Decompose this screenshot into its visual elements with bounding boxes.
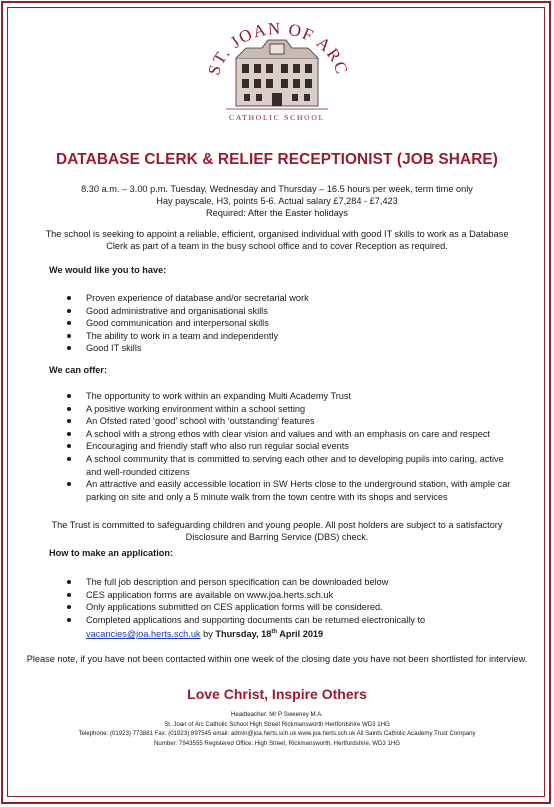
intro-line: Clerk as part of a team in the busy school office and to cover Reception as required.	[106, 241, 448, 252]
svg-text:ST. JOAN OF ARC: ST. JOAN OF ARC	[204, 18, 352, 78]
footer-registration: Number: 7943555 Registered Office: High Street, Rickmansworth, Hertfordshire, WD3 1HG	[153, 739, 401, 747]
application-heading: How to make an application:	[49, 548, 174, 558]
list-item: A school community that is committed to serving each other and to developing pupils into caring, active and well-rounded citizens	[0, 453, 554, 478]
job-title: DATABASE CLERK & RELIEF RECEPTIONIST (JOB SHARE)	[55, 151, 499, 168]
shortlist-note: Please note, if you have not been contacted within one week of the closing date you have not been shortlisted for interview.	[26, 654, 528, 664]
list-item: An attractive and easily accessible location in SW Herts close to the underground station, with ample car parking on site and only a 5 minute walk from the town centre with its shops and services	[0, 478, 554, 503]
list-item: A school with a strong ethos with clear vision and values and with an emphasis on care and respect	[0, 428, 554, 441]
closing-date-day: Thursday, 18	[215, 629, 272, 640]
list-item-text: Completed applications and supporting documents can be returned electronically to	[86, 614, 426, 625]
job-details	[0, 183, 554, 220]
by-text: by	[200, 629, 216, 640]
school-crest-logo	[0, 14, 554, 126]
list-item: Proven experience of database and/or secretarial work	[0, 292, 554, 305]
svg-text:CATHOLIC SCHOOL: CATHOLIC SCHOOL	[229, 113, 325, 122]
footer-headteacher: Headteacher: Mr P Sweeney M.A.	[230, 711, 323, 718]
intro-line: The school is seeking to appoint a reliable, efficient, organised individual with good IT skills to work as a Database	[45, 229, 509, 239]
closing-date-suffix: th	[271, 629, 278, 636]
start-line: Required: After the Easter holidays	[206, 208, 348, 219]
footer	[0, 710, 554, 748]
requirements-list	[0, 292, 554, 355]
list-item: Good administrative and organisational skills	[0, 305, 554, 318]
list-item: Good IT skills	[0, 342, 554, 355]
list-item: An Ofsted rated ‘good’ school with ‘outstanding’ features	[0, 415, 554, 428]
footer-contact: Telephone: (01923) 773881 Fax: (01923) 897545 email: admin@joa.herts.sch.uk www.joa.herts.sch.uk All Saints Catholic Academy Trust Company	[78, 730, 476, 738]
list-item	[0, 614, 554, 641]
salary-line: Hay payscale, H3, points 5-6. Actual salary £7,284 - £7,423	[156, 196, 398, 207]
list-item: A positive working environment within a school setting	[0, 403, 554, 416]
list-item: The ability to work in a team and independently	[0, 330, 554, 343]
footer-address: St. Joan of Arc Catholic School High Street Rickmansworth Hertfordshire WD3 1HG	[164, 720, 390, 728]
application-list	[0, 576, 554, 641]
list-item: The opportunity to work within an expanding Multi Academy Trust	[0, 390, 554, 403]
offers-heading: We can offer:	[49, 365, 108, 375]
closing-date	[215, 629, 323, 639]
closing-date-rest: April 2019	[277, 629, 324, 640]
school-motto: Love Christ, Inspire Others	[187, 686, 367, 702]
list-item: Only applications submitted on CES application forms will be considered.	[0, 601, 554, 614]
hours-line: 8.30 a.m. – 3.00 p.m. Tuesday, Wednesday and Thursday – 16.5 hours per week, term time only	[81, 184, 473, 194]
safeguarding-line: Disclosure and Barring Service (DBS) check.	[185, 532, 369, 543]
list-item: Encouraging and friendly staff who also run regular social events	[0, 440, 554, 453]
safeguarding-line: The Trust is committed to safeguarding children and young people. All post holders are subject to a satisfactory	[51, 520, 503, 530]
requirements-heading: We would like you to have:	[49, 265, 167, 275]
safeguarding-paragraph	[40, 519, 514, 543]
list-item: Good communication and interpersonal skills	[0, 317, 554, 330]
intro-paragraph	[40, 228, 514, 252]
vacancies-email-link[interactable]: vacancies@joa.herts.sch.uk	[86, 629, 201, 640]
list-item: CES application forms are available on www.joa.herts.sch.uk	[0, 589, 554, 602]
list-item: The full job description and person specification can be downloaded below	[0, 576, 554, 589]
offers-list	[0, 390, 554, 503]
